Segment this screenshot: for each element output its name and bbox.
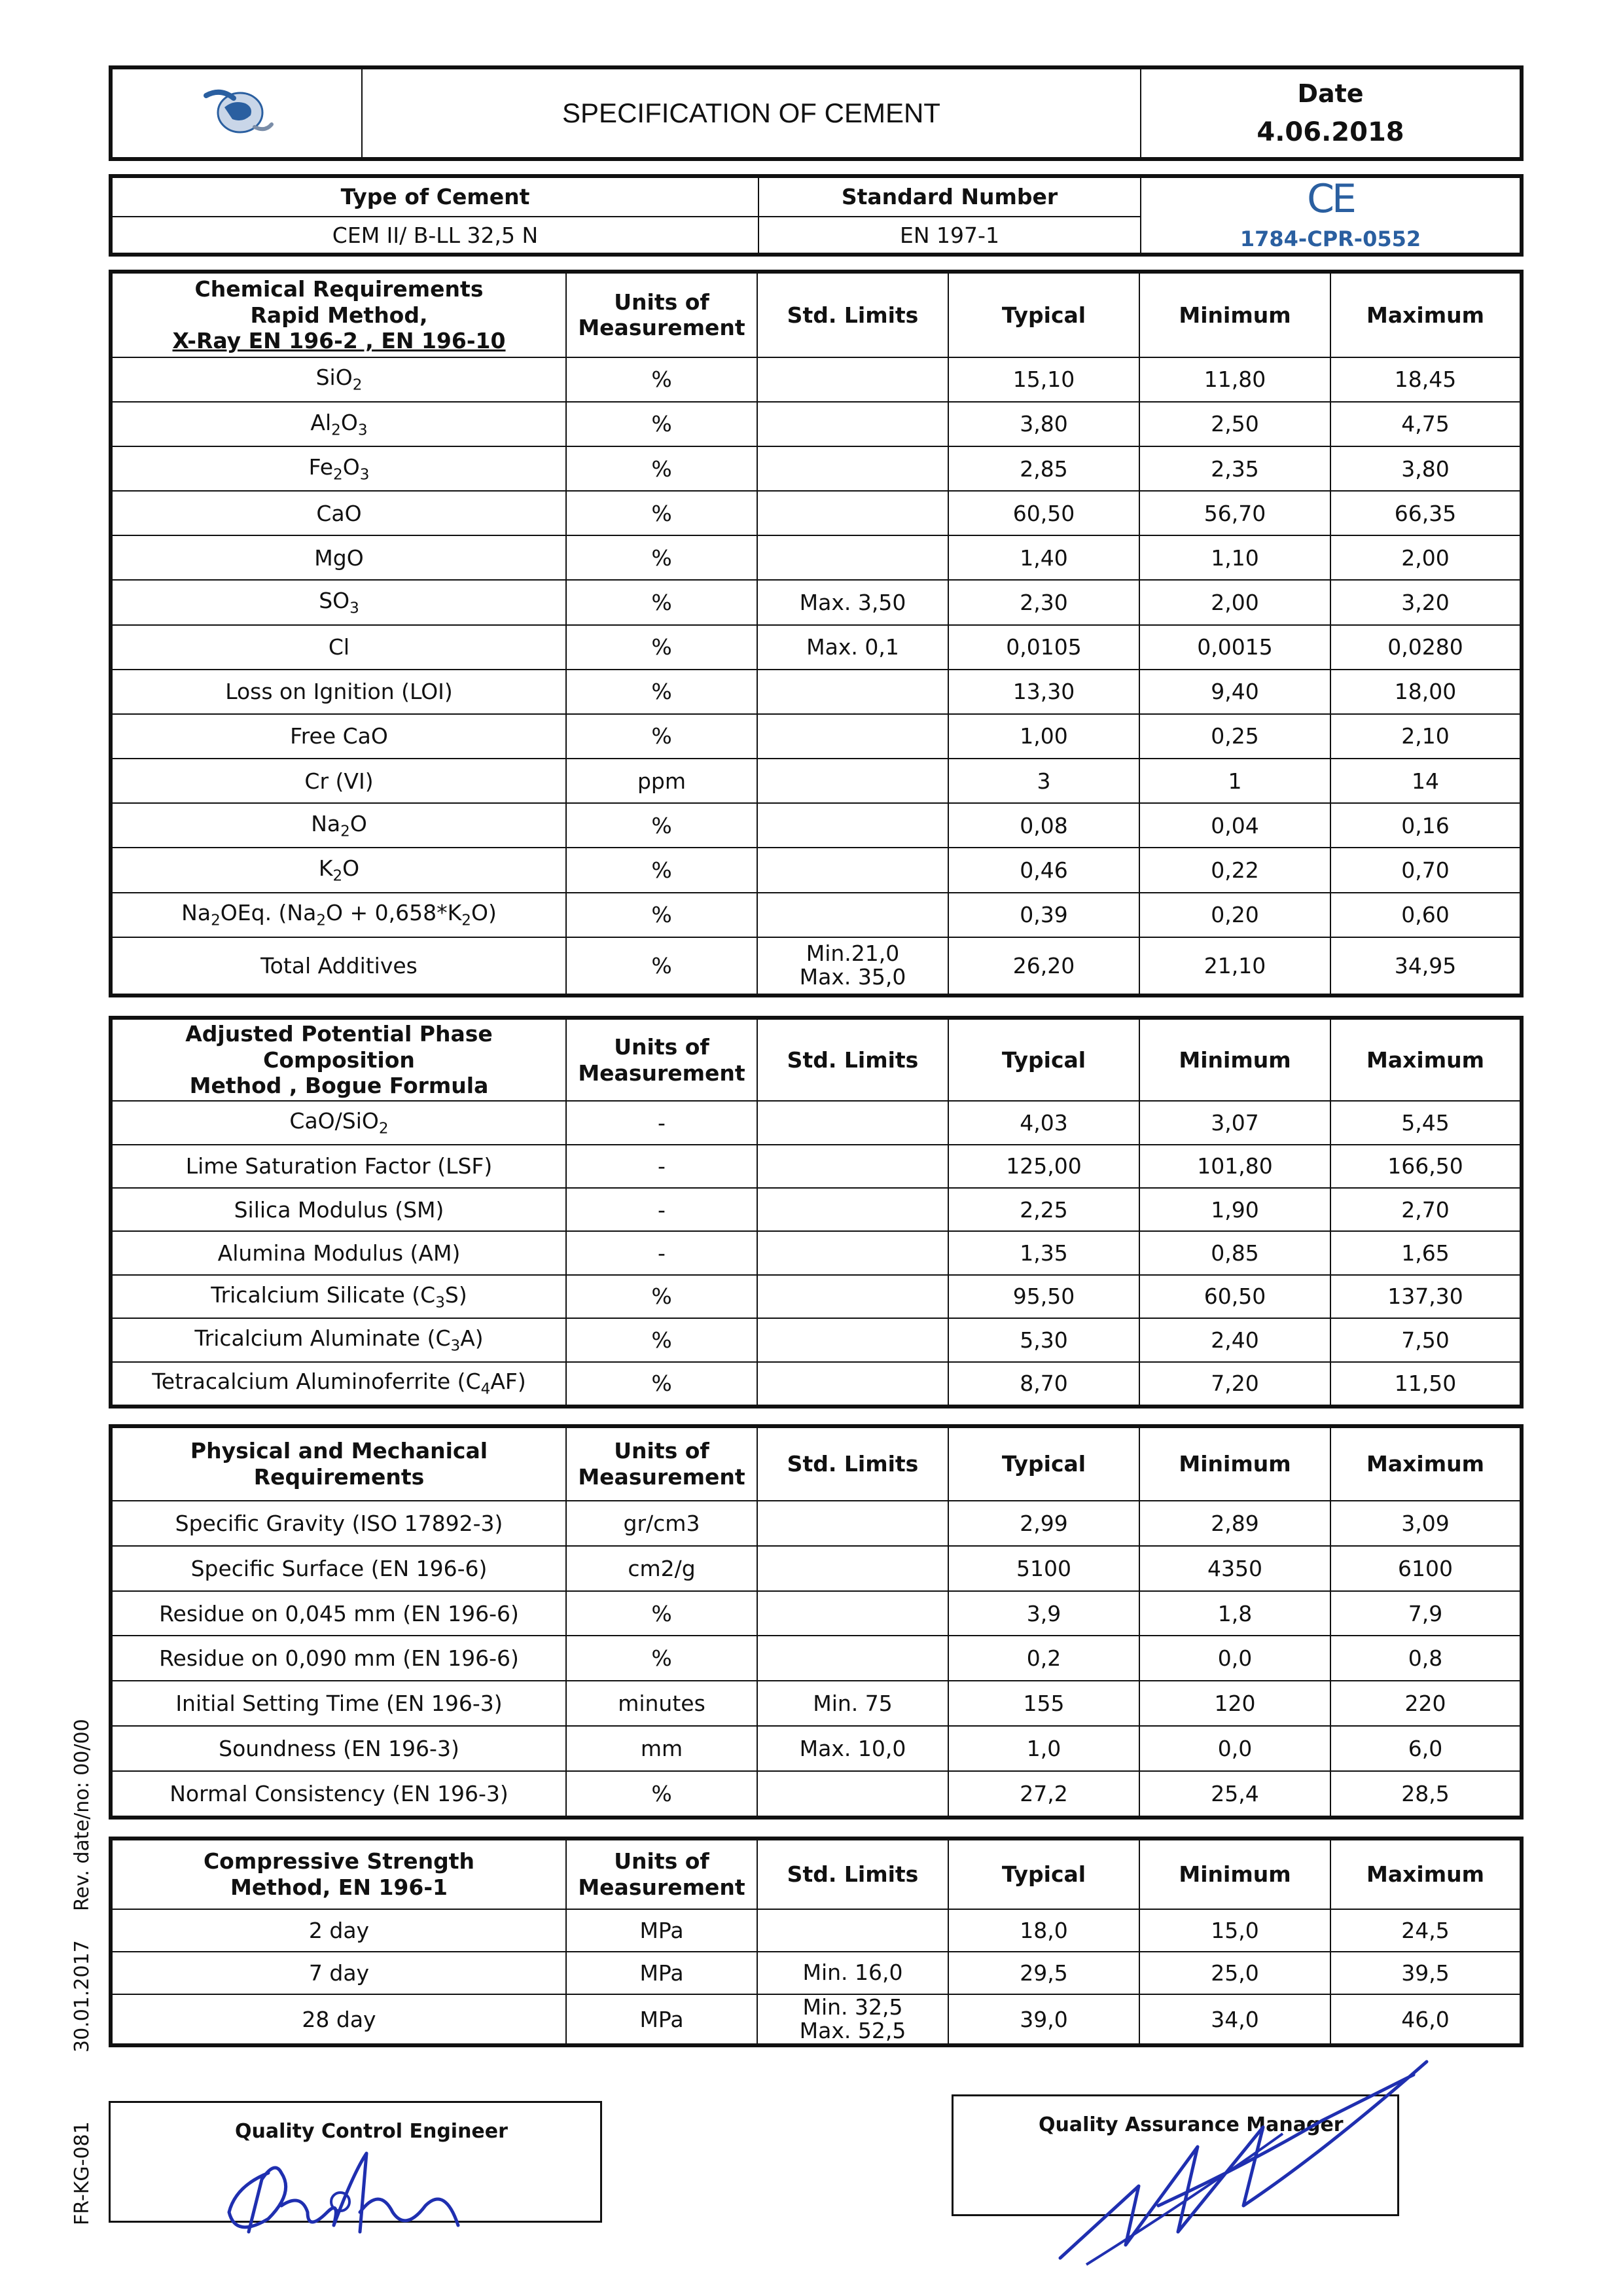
row-max: 18,45 xyxy=(1330,357,1520,402)
row-unit: % xyxy=(566,446,757,491)
row-min: 3,07 xyxy=(1139,1101,1330,1144)
table-row xyxy=(112,1145,1520,1188)
row-name: Silica Modulus (SM) xyxy=(112,1188,566,1231)
row-max: 66,35 xyxy=(1330,491,1520,535)
row-name: 2 day xyxy=(112,1909,566,1952)
row-max: 2,00 xyxy=(1330,535,1520,580)
maximum-header: Maximum xyxy=(1330,273,1520,357)
row-limit xyxy=(757,535,948,580)
row-name: $SO_3$ xyxy=(112,580,566,624)
row-typical: 155 xyxy=(948,1681,1139,1726)
table-row xyxy=(112,893,1520,937)
table-row xyxy=(112,803,1520,848)
row-name: SiO$_2$ xyxy=(112,357,566,402)
row-name: $Fe_2O_3$ xyxy=(112,446,566,491)
physical-table xyxy=(109,1424,1524,1820)
type-of-cement-value: CEM II/ B-LL 32,5 N xyxy=(112,217,758,253)
form-code: FR-KG-081 xyxy=(71,2121,94,2225)
units-header: Units of Measurement xyxy=(566,1427,757,1501)
row-typical: 1,00 xyxy=(948,714,1139,759)
minimum-header: Minimum xyxy=(1139,1840,1330,1909)
row-unit: minutes xyxy=(566,1681,757,1726)
chemical-title-line2: Rapid Method, xyxy=(250,302,428,328)
row-unit: ppm xyxy=(566,759,757,803)
row-limit xyxy=(757,491,948,535)
row-min: 56,70 xyxy=(1139,491,1330,535)
row-max: 24,5 xyxy=(1330,1909,1520,1952)
row-typical: 1,0 xyxy=(948,1726,1139,1771)
row-name: Normal Consistency (EN 196-3) xyxy=(112,1771,566,1816)
table-row xyxy=(112,1231,1520,1274)
compressive-title-line1: Compressive Strength xyxy=(203,1848,475,1874)
row-min: 0,04 xyxy=(1139,803,1330,848)
row-min: 2,00 xyxy=(1139,580,1330,624)
typical-header: Typical xyxy=(948,1427,1139,1501)
chemical-title-line1: Chemical Requirements xyxy=(194,276,484,302)
row-limit xyxy=(757,1101,948,1144)
row-limit xyxy=(757,1188,948,1231)
row-unit: % xyxy=(566,1771,757,1816)
row-unit: MPa xyxy=(566,1994,757,2044)
row-unit: % xyxy=(566,1362,757,1405)
row-unit: % xyxy=(566,580,757,624)
row-typical: 2,25 xyxy=(948,1188,1139,1231)
row-name: Tricalcium Silicate $(C_3S)$ xyxy=(112,1275,566,1318)
row-name: Residue on 0,045 mm (EN 196-6) xyxy=(112,1591,566,1636)
minimum-header: Minimum xyxy=(1139,1427,1330,1501)
row-max: 6,0 xyxy=(1330,1726,1520,1771)
row-min: 2,40 xyxy=(1139,1318,1330,1361)
table-row xyxy=(112,1591,1520,1636)
row-name: $Na_2O$ xyxy=(112,803,566,848)
standard-number-label: Standard Number xyxy=(758,177,1141,217)
date-cell xyxy=(1141,69,1520,158)
form-date: 30.01.2017 xyxy=(71,1940,94,2053)
row-max: 3,20 xyxy=(1330,580,1520,624)
chemical-title xyxy=(112,273,566,357)
row-unit: % xyxy=(566,714,757,759)
row-unit: % xyxy=(566,625,757,670)
row-name: Loss on Ignition (LOI) xyxy=(112,670,566,714)
row-max: 3,09 xyxy=(1330,1501,1520,1546)
limits-header: Std. Limits xyxy=(757,1019,948,1101)
typical-header: Typical xyxy=(948,1840,1139,1909)
row-limit-line2: Max. 35,0 xyxy=(799,964,906,990)
row-limit: Max. 3,50 xyxy=(757,580,948,624)
row-limit: Max. 10,0 xyxy=(757,1726,948,1771)
limits-header: Std. Limits xyxy=(757,1427,948,1501)
row-min: 2,35 xyxy=(1139,446,1330,491)
qa-signature-label: Quality Assurance Manager xyxy=(1039,2113,1344,2136)
row-max: 7,9 xyxy=(1330,1591,1520,1636)
row-unit: - xyxy=(566,1101,757,1144)
row-max: 0,60 xyxy=(1330,893,1520,937)
qc-signature-label: Quality Control Engineer xyxy=(235,2120,508,2143)
row-name: Initial Setting Time (EN 196-3) xyxy=(112,1681,566,1726)
row-typical: 5,30 xyxy=(948,1318,1139,1361)
row-typical: 0,39 xyxy=(948,893,1139,937)
table-row xyxy=(112,1101,1520,1144)
row-unit: % xyxy=(566,1275,757,1318)
row-typical: 4,03 xyxy=(948,1101,1139,1144)
table-row xyxy=(112,1636,1520,1681)
table-row xyxy=(112,1188,1520,1231)
row-min: 101,80 xyxy=(1139,1145,1330,1188)
table-row xyxy=(112,670,1520,714)
row-max: 11,50 xyxy=(1330,1362,1520,1405)
row-unit: % xyxy=(566,848,757,892)
row-min: 0,85 xyxy=(1139,1231,1330,1274)
row-limit xyxy=(757,759,948,803)
row-limit xyxy=(757,1636,948,1681)
row-name: 7 day xyxy=(112,1952,566,1994)
maximum-header: Maximum xyxy=(1330,1840,1520,1909)
table-row xyxy=(112,580,1520,624)
row-max: 137,30 xyxy=(1330,1275,1520,1318)
table-row xyxy=(112,1771,1520,1816)
row-max: 18,00 xyxy=(1330,670,1520,714)
compressive-title xyxy=(112,1840,566,1909)
row-name: CaO/SiO$_2$ xyxy=(112,1101,566,1144)
table-row xyxy=(112,1994,1520,2044)
row-name: Total Additives xyxy=(112,937,566,994)
row-typical: 5100 xyxy=(948,1546,1139,1591)
row-limit: Min. 75 xyxy=(757,1681,948,1726)
table-row xyxy=(112,1909,1520,1952)
row-unit: % xyxy=(566,491,757,535)
table-row xyxy=(112,446,1520,491)
table-row xyxy=(112,625,1520,670)
row-typical: 0,08 xyxy=(948,803,1139,848)
standard-number-value: EN 197-1 xyxy=(758,217,1141,253)
typical-header: Typical xyxy=(948,273,1139,357)
physical-title: Physical and Mechanical Requirements xyxy=(112,1427,566,1501)
row-name: CaO xyxy=(112,491,566,535)
row-max: 28,5 xyxy=(1330,1771,1520,1816)
row-max: 14 xyxy=(1330,759,1520,803)
limits-header: Std. Limits xyxy=(757,1840,948,1909)
row-min: 1,10 xyxy=(1139,535,1330,580)
row-typical: 27,2 xyxy=(948,1771,1139,1816)
page-title: SPECIFICATION OF CEMENT xyxy=(362,69,1141,158)
maximum-header: Maximum xyxy=(1330,1427,1520,1501)
row-unit: gr/cm3 xyxy=(566,1501,757,1546)
company-logo xyxy=(112,69,362,158)
date-label: Date xyxy=(1297,79,1364,108)
row-min: 15,0 xyxy=(1139,1909,1330,1952)
row-max: 4,75 xyxy=(1330,402,1520,446)
table-row xyxy=(112,1318,1520,1361)
row-limit xyxy=(757,446,948,491)
table-row xyxy=(112,1501,1520,1546)
row-unit: cm2/g xyxy=(566,1546,757,1591)
row-limit xyxy=(757,1362,948,1405)
row-limit xyxy=(757,1231,948,1274)
units-header: Units of Measurement xyxy=(566,1019,757,1101)
row-typical: 125,00 xyxy=(948,1145,1139,1188)
typical-header: Typical xyxy=(948,1019,1139,1101)
row-max: 220 xyxy=(1330,1681,1520,1726)
phase-title-line2: Method , Bogue Formula xyxy=(189,1073,489,1099)
row-typical: 29,5 xyxy=(948,1952,1139,1994)
table-row xyxy=(112,402,1520,446)
table-row xyxy=(112,1546,1520,1591)
row-min: 60,50 xyxy=(1139,1275,1330,1318)
row-min: 1,8 xyxy=(1139,1591,1330,1636)
row-min: 0,25 xyxy=(1139,714,1330,759)
phase-title xyxy=(112,1019,566,1101)
ce-mark: CE xyxy=(1307,177,1354,222)
ce-cell xyxy=(1141,177,1520,253)
row-limit-line1: Min.21,0 xyxy=(806,941,900,967)
row-limit xyxy=(757,937,948,994)
row-limit xyxy=(757,803,948,848)
row-unit: % xyxy=(566,670,757,714)
row-typical: 26,20 xyxy=(948,937,1139,994)
row-unit: MPa xyxy=(566,1952,757,1994)
row-name: Soundness (EN 196-3) xyxy=(112,1726,566,1771)
row-name: Cr (VI) xyxy=(112,759,566,803)
row-limit xyxy=(757,1501,948,1546)
globe-logo-icon xyxy=(194,81,279,140)
row-min: 0,0 xyxy=(1139,1636,1330,1681)
row-max: 0,8 xyxy=(1330,1636,1520,1681)
chemical-title-line3: X-Ray EN 196-2 , EN 196-10 xyxy=(172,328,506,354)
row-min: 34,0 xyxy=(1139,1994,1330,2044)
row-unit: - xyxy=(566,1145,757,1188)
row-name: Specific Gravity (ISO 17892-3) xyxy=(112,1501,566,1546)
row-typical: 13,30 xyxy=(948,670,1139,714)
row-name: Alumina Modulus (AM) xyxy=(112,1231,566,1274)
row-limit xyxy=(757,893,948,937)
row-name: Tricalcium Aluminate $(C_3A)$ xyxy=(112,1318,566,1361)
row-min: 0,0 xyxy=(1139,1726,1330,1771)
row-name: $Al_2O_3$ xyxy=(112,402,566,446)
row-min: 25,4 xyxy=(1139,1771,1330,1816)
row-limit xyxy=(757,1546,948,1591)
table-row xyxy=(112,1362,1520,1405)
row-limit xyxy=(757,1145,948,1188)
row-max: 2,70 xyxy=(1330,1188,1520,1231)
row-name: Residue on 0,090 mm (EN 196-6) xyxy=(112,1636,566,1681)
cement-info-block xyxy=(109,174,1524,257)
row-limit xyxy=(757,714,948,759)
row-max: 7,50 xyxy=(1330,1318,1520,1361)
row-unit: % xyxy=(566,1591,757,1636)
row-limit xyxy=(757,1591,948,1636)
row-limit xyxy=(757,357,948,402)
row-min: 0,20 xyxy=(1139,893,1330,937)
row-typical: 2,30 xyxy=(948,580,1139,624)
row-limit xyxy=(757,1909,948,1952)
row-min: 120 xyxy=(1139,1681,1330,1726)
row-unit: % xyxy=(566,803,757,848)
table-row xyxy=(112,491,1520,535)
row-min: 9,40 xyxy=(1139,670,1330,714)
row-unit: % xyxy=(566,893,757,937)
table-row xyxy=(112,714,1520,759)
row-typical: 3,80 xyxy=(948,402,1139,446)
row-min: 4350 xyxy=(1139,1546,1330,1591)
row-max: 0,16 xyxy=(1330,803,1520,848)
row-typical: 95,50 xyxy=(948,1275,1139,1318)
limits-header: Std. Limits xyxy=(757,273,948,357)
minimum-header: Minimum xyxy=(1139,1019,1330,1101)
row-unit: MPa xyxy=(566,1909,757,1952)
row-typical: 8,70 xyxy=(948,1362,1139,1405)
row-max: 6100 xyxy=(1330,1546,1520,1591)
row-unit: % xyxy=(566,357,757,402)
row-limit-limit-line1: Min. 16,0 xyxy=(802,1960,903,1986)
row-limit xyxy=(757,1952,948,1994)
row-unit: % xyxy=(566,1318,757,1361)
row-unit: mm xyxy=(566,1726,757,1771)
row-limit xyxy=(757,848,948,892)
chemical-table xyxy=(109,270,1524,997)
row-min: 11,80 xyxy=(1139,357,1330,402)
row-name: $Na_2OEq$. $(Na_2O + 0,658*K_2O)$ xyxy=(112,893,566,937)
table-row xyxy=(112,357,1520,402)
row-max: 1,65 xyxy=(1330,1231,1520,1274)
row-max: 2,10 xyxy=(1330,714,1520,759)
row-typical: 0,2 xyxy=(948,1636,1139,1681)
row-min: 1,90 xyxy=(1139,1188,1330,1231)
row-unit: % xyxy=(566,535,757,580)
row-typical: 3,9 xyxy=(948,1591,1139,1636)
units-header: Units of Measurement xyxy=(566,1840,757,1909)
row-max: 39,5 xyxy=(1330,1952,1520,1994)
row-name: $K_2O$ xyxy=(112,848,566,892)
row-name: Tetracalcium Aluminoferrite $(C_4AF)$ xyxy=(112,1362,566,1405)
row-name: Cl xyxy=(112,625,566,670)
table-row xyxy=(112,1726,1520,1771)
table-row xyxy=(112,1275,1520,1318)
row-limit xyxy=(757,670,948,714)
row-unit: % xyxy=(566,937,757,994)
row-max: 46,0 xyxy=(1330,1994,1520,2044)
units-header: Units of Measurement xyxy=(566,273,757,357)
row-limit xyxy=(757,402,948,446)
row-min: 0,0015 xyxy=(1139,625,1330,670)
table-row xyxy=(112,1681,1520,1726)
row-typical: 0,46 xyxy=(948,848,1139,892)
date-value: 4.06.2018 xyxy=(1257,117,1404,147)
type-of-cement-label: Type of Cement xyxy=(112,177,758,217)
row-max: 3,80 xyxy=(1330,446,1520,491)
row-typical: 0,0105 xyxy=(948,625,1139,670)
row-min: 21,10 xyxy=(1139,937,1330,994)
row-min: 2,89 xyxy=(1139,1501,1330,1546)
table-row xyxy=(112,759,1520,803)
compressive-table xyxy=(109,1837,1524,2047)
phase-title-line1: Adjusted Potential Phase Composition xyxy=(185,1021,493,1073)
row-max: 0,0280 xyxy=(1330,625,1520,670)
row-min: 1 xyxy=(1139,759,1330,803)
row-name: MgO xyxy=(112,535,566,580)
table-row xyxy=(112,848,1520,892)
row-min: 7,20 xyxy=(1139,1362,1330,1405)
ce-cert-number: 1784-CPR-0552 xyxy=(1240,226,1421,251)
qc-handwritten-signature xyxy=(209,2134,484,2245)
header-block xyxy=(109,65,1524,161)
minimum-header: Minimum xyxy=(1139,273,1330,357)
row-max: 0,70 xyxy=(1330,848,1520,892)
table-row xyxy=(112,535,1520,580)
row-limit xyxy=(757,1318,948,1361)
table-row xyxy=(112,1952,1520,1994)
row-typical: 2,85 xyxy=(948,446,1139,491)
row-limit xyxy=(757,1275,948,1318)
row-name: Free CaO xyxy=(112,714,566,759)
row-limit xyxy=(757,1994,948,2044)
table-row-total-additives xyxy=(112,937,1520,994)
row-limit-limit-line2: Max. 52,5 xyxy=(799,2018,906,2044)
row-typical: 60,50 xyxy=(948,491,1139,535)
row-unit: % xyxy=(566,402,757,446)
row-min: 2,50 xyxy=(1139,402,1330,446)
row-limit: Max. 0,1 xyxy=(757,625,948,670)
row-min: 25,0 xyxy=(1139,1952,1330,1994)
row-typical: 18,0 xyxy=(948,1909,1139,1952)
row-name: 28 day xyxy=(112,1994,566,2044)
row-typical: 39,0 xyxy=(948,1994,1139,2044)
compressive-title-line2: Method, EN 196-1 xyxy=(230,1874,448,1900)
row-max: 34,95 xyxy=(1330,937,1520,994)
row-max: 166,50 xyxy=(1330,1145,1520,1188)
qa-handwritten-signature xyxy=(1047,2049,1440,2271)
row-typical: 3 xyxy=(948,759,1139,803)
row-limit xyxy=(757,1771,948,1816)
row-typical: 15,10 xyxy=(948,357,1139,402)
row-max: 5,45 xyxy=(1330,1101,1520,1144)
row-unit: - xyxy=(566,1231,757,1274)
row-name: Lime Saturation Factor (LSF) xyxy=(112,1145,566,1188)
row-typical: 2,99 xyxy=(948,1501,1139,1546)
row-typical: 1,35 xyxy=(948,1231,1139,1274)
rev-note: Rev. date/no: 00/00 xyxy=(71,1719,94,1911)
maximum-header: Maximum xyxy=(1330,1019,1520,1101)
phase-table xyxy=(109,1016,1524,1408)
row-limit-limit-line1: Min. 32,5 xyxy=(802,1994,903,2020)
row-typical: 1,40 xyxy=(948,535,1139,580)
row-unit: % xyxy=(566,1636,757,1681)
row-name: Specific Surface (EN 196-6) xyxy=(112,1546,566,1591)
row-min: 0,22 xyxy=(1139,848,1330,892)
row-unit: - xyxy=(566,1188,757,1231)
